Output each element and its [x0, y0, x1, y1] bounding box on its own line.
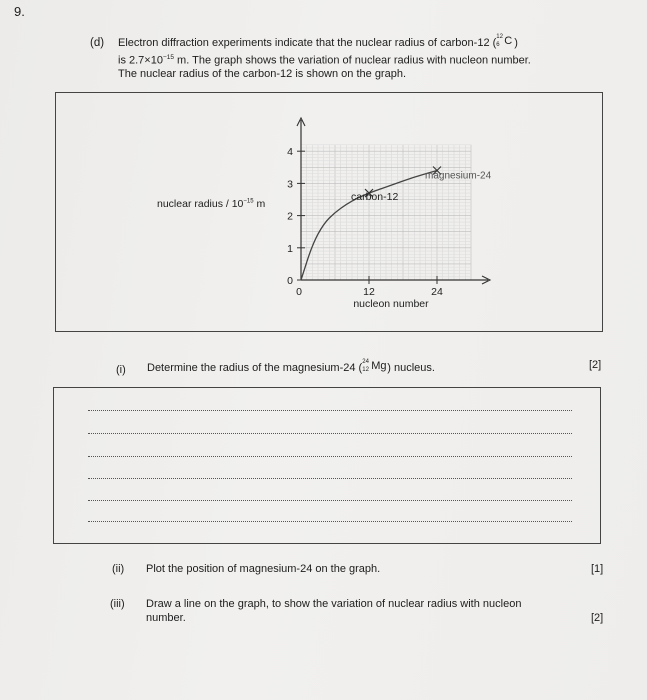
y-tick-label-4: 4	[287, 146, 293, 159]
y-axis-label-exp: −15	[243, 198, 254, 205]
y-tick-label-2: 2	[287, 210, 293, 223]
answer-line-6[interactable]	[88, 521, 572, 522]
part-iii-line-2: number.	[146, 611, 186, 624]
part-ii-marks: [1]	[591, 563, 604, 575]
part-iii-label: (iii)	[110, 598, 125, 610]
graph-grid	[301, 145, 471, 280]
x-tick-label-12: 12	[363, 286, 375, 298]
part-iii-text	[146, 598, 521, 625]
carbon-symbol: C	[504, 35, 513, 48]
carbon-atomic: 6	[496, 42, 500, 49]
carbon-12-label: carbon-12	[351, 191, 399, 204]
intro-exponent: −15	[162, 53, 174, 61]
mg-atomic: 12	[362, 367, 369, 374]
intro-line-3: The nuclear radius of the carbon-12 is shown on the graph.	[118, 67, 407, 80]
answer-line-5[interactable]	[88, 500, 572, 501]
part-iii-line-1: Draw a line on the graph, to show the variation of nuclear radius with nucleon	[146, 598, 522, 610]
part-i-label: (i)	[116, 364, 126, 376]
answer-line-4[interactable]	[88, 478, 572, 479]
answer-line-2[interactable]	[88, 433, 572, 434]
answer-line-3[interactable]	[88, 456, 572, 457]
mg-mass: 24	[362, 359, 369, 366]
intro-line-1: Electron diffraction experiments indicate that the nuclear radius of carbon-12 ( 12 6 C )	[118, 34, 518, 49]
part-i-text: Determine the radius of the magnesium-24 ( 24 12 Mg ) nucleus.	[147, 359, 435, 374]
part-ii-label: (ii)	[112, 563, 125, 575]
part-iii-marks: [2]	[591, 612, 604, 624]
intro-line-2-prefix: is 2.7×10	[118, 54, 163, 67]
x-tick-label-0: 0	[296, 286, 302, 298]
magnesium-24-label: magnesium-24	[425, 170, 492, 182]
answer-line-1[interactable]	[88, 410, 572, 411]
part-label: (d)	[90, 37, 105, 49]
y-axis-label-text: nuclear radius / 10	[157, 198, 244, 210]
y-tick-label-0: 0	[287, 275, 293, 287]
x-tick-label-24: 24	[431, 286, 443, 298]
part-i-marks: [2]	[589, 359, 602, 371]
part-i-text-after: nucleus.	[393, 362, 435, 374]
part-i-text-before: Determine the radius of the magnesium-24	[147, 362, 356, 374]
y-tick-label-1: 1	[287, 242, 293, 255]
part-ii-text: Plot the position of magnesium-24 on the graph.	[146, 563, 381, 575]
intro-line-2-suffix: m. The graph shows the variation of nuclear radius with nucleon number.	[173, 54, 531, 67]
y-axis-label-unit: m	[253, 198, 266, 210]
intro-line-1-text: Electron diffraction experiments indicate that the nuclear radius of carbon-12	[118, 37, 490, 49]
y-tick-label-3: 3	[287, 178, 293, 191]
magnesium-nuclide	[362, 359, 387, 374]
mg-symbol: Mg	[371, 360, 387, 373]
x-axis-label: nucleon number	[353, 298, 429, 310]
carbon-mass: 12	[496, 34, 503, 41]
question-number: 9.	[14, 4, 25, 19]
